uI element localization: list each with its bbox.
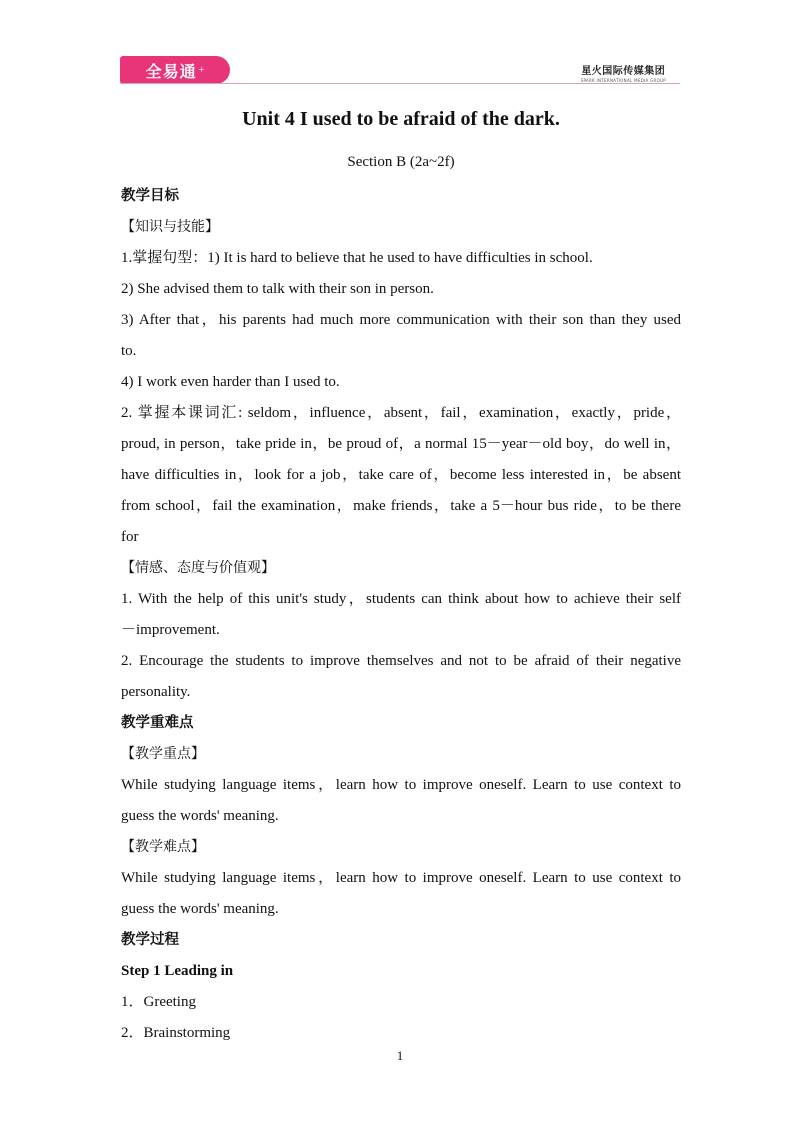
header-divider [120, 83, 680, 84]
section-heading: 教学过程 [121, 932, 179, 948]
text-line: －improvement. [121, 622, 220, 638]
text-line: 1．Greeting [121, 994, 196, 1010]
text-line: 2. Encourage the students to improve themselves and not to be afraid of their negative [121, 653, 681, 669]
page-number: 1 [396, 1048, 404, 1063]
publisher-subtitle: SPARK INTERNATIONAL MEDIA GROUP [580, 78, 666, 83]
text-line: 【教学难点】 [121, 839, 205, 855]
document-lines [121, 181, 681, 1049]
text-line: 1.掌握句型：1) It is hard to believe that he used to have difficulties in school. [121, 250, 593, 266]
document-subtitle: Section B (2a~2f) [347, 154, 455, 170]
text-line: While studying language items，learn how to improve oneself. Learn to use context to [121, 777, 681, 793]
text-line: 【知识与技能】 [121, 219, 219, 235]
text-line: Step 1 Leading in [121, 963, 234, 979]
text-line: 3) After that，his parents had much more communication with their son than they used [121, 312, 681, 328]
text-line: proud, in person，take pride in，be proud of，a normal 15－year－old boy，do well in， [121, 436, 681, 452]
section-heading: 教学重难点 [121, 715, 194, 731]
text-line: 2) She advised them to talk with their son in person. [121, 281, 434, 297]
text-line: guess the words' meaning. [121, 808, 279, 824]
text-line: 2. 掌握本课词汇: seldom，influence，absent，fail，examination，exactly，pride， [121, 405, 681, 421]
text-line: from school，fail the examination，make friends，take a 5－hour bus ride，to be there [121, 498, 681, 514]
page-header [120, 56, 680, 86]
text-line: 【教学重点】 [121, 746, 205, 762]
document-title: Unit 4 I used to be afraid of the dark. [242, 108, 560, 130]
text-line: 【情感、态度与价值观】 [121, 560, 275, 576]
publisher-name: 星火国际传媒集团 [581, 66, 666, 77]
text-line: have difficulties in，look for a job，take care of，become less interested in，be absent [121, 467, 681, 483]
logo-text: 全易通 [145, 61, 197, 81]
publisher-logo [581, 62, 666, 83]
logo-plus-icon: + [198, 64, 205, 76]
document-body [121, 105, 681, 1049]
text-line: 4) I work even harder than I used to. [121, 374, 340, 390]
brand-logo [120, 56, 230, 84]
text-line: 2．Brainstorming [121, 1025, 231, 1041]
text-line: While studying language items，learn how to improve oneself. Learn to use context to [121, 870, 681, 886]
text-line: 1. With the help of this unit's study，students can think about how to achieve their self [121, 591, 681, 607]
text-line: guess the words' meaning. [121, 901, 279, 917]
text-line: for [121, 529, 139, 545]
text-line: personality. [121, 684, 191, 700]
text-line: to. [121, 343, 137, 359]
section-heading: 教学目标 [121, 188, 179, 204]
